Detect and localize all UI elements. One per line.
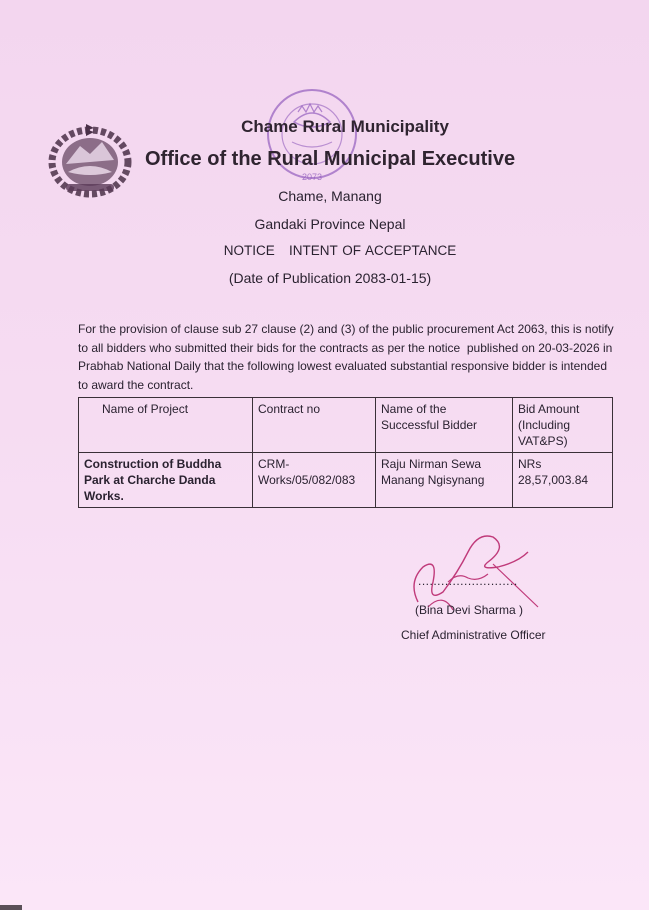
- award-table: [78, 397, 613, 508]
- signatory-title: Chief Administrative Officer: [401, 628, 546, 642]
- address-line-2: Gandaki Province Nepal: [254, 216, 406, 232]
- svg-text:2073: 2073: [301, 172, 323, 182]
- notice-title: NOTICE INTENT OF ACCEPTANCE: [223, 243, 457, 258]
- cell-project: Construction of Buddha Park at Charche Danda Works.: [79, 453, 253, 508]
- notice-paragraph: For the provision of clause sub 27 clause (2) and (3) of the public procurement Act 2063, this is notify to all bidders who submitted their bids for the contracts as per the notice published on 20-03-2026 in Prabhab National Daily that the following lowest evaluated substantial responsive bidder is intended to award the contract.: [78, 322, 617, 392]
- address-line-1: Chame, Manang: [278, 188, 382, 204]
- handwritten-signature: [398, 522, 548, 612]
- signature-line: ..........................: [418, 574, 518, 588]
- header-bid-amount: Bid Amount (Including VAT&PS): [513, 398, 613, 453]
- cell-contract-no: CRM-Works/05/082/083: [253, 453, 376, 508]
- header-contract-no: Contract no: [253, 398, 376, 453]
- table-header-row: [79, 398, 613, 453]
- cell-bidder: Raju Nirman Sewa Manang Ngisynang: [376, 453, 513, 508]
- nepal-emblem-icon: [46, 120, 134, 198]
- organization-name: Chame Rural Municipality: [241, 117, 449, 136]
- signatory-name: (Bina Devi Sharma ): [415, 603, 524, 617]
- table-row: [79, 453, 613, 508]
- office-name: Office of the Rural Municipal Executive: [145, 148, 516, 170]
- cell-bid-amount: NRs 28,57,003.84: [513, 453, 613, 508]
- header-bidder: Name of the Successful Bidder: [376, 398, 513, 453]
- publication-date: (Date of Publication 2083-01-15): [228, 270, 432, 286]
- scan-edge-mark: [0, 905, 22, 910]
- header-project: Name of Project: [79, 398, 253, 453]
